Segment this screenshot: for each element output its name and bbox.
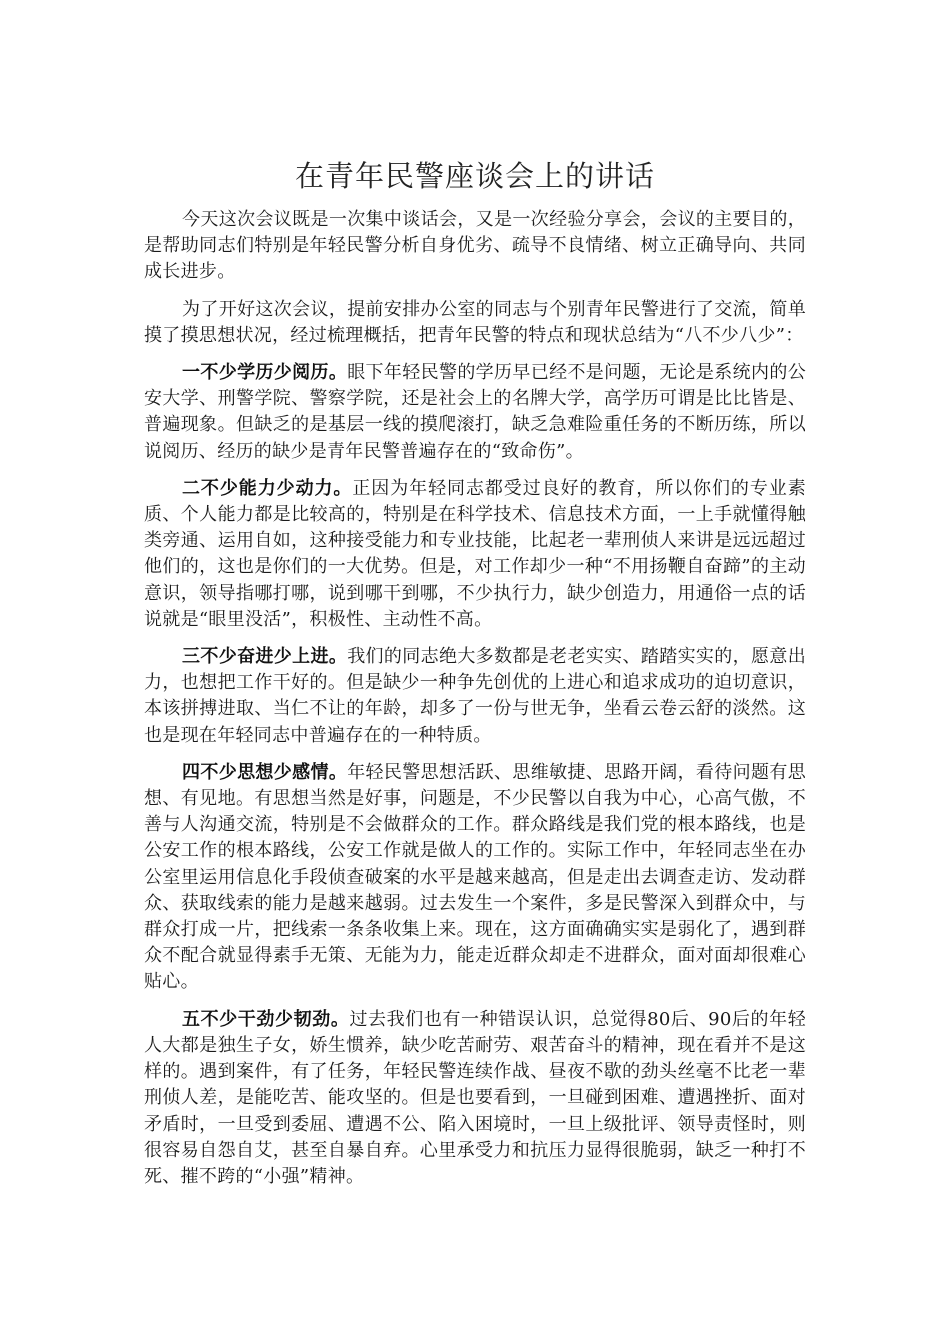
paragraph-heading: 一不少学历少阅历。 bbox=[182, 362, 348, 384]
paragraph-intro bbox=[144, 207, 806, 286]
paragraph-summary bbox=[144, 297, 806, 349]
paragraph-point-4 bbox=[144, 760, 806, 996]
paragraph-text: 今天这次会议既是一次集中谈话会，又是一次经验分享会，会议的主要目的，是帮助同志们特别是年轻民警分析自身优劣、疏导不良情绪、树立正确导向、共同成长进步。 bbox=[144, 209, 806, 283]
paragraph-text: 正因为年轻同志都受过良好的教育，所以你们的专业素质、个人能力都是比较高的，特别是在科学技术、信息技术方面，一上手就懂得触类旁通、运用自如，这种接受能力和专业技能，比起老一辈刑侦人来讲是远远超过他们的，这也是你们的一大优势。但是，对工作却少一种“不用扬鞭自奋蹄”的主动意识，领导指哪打哪，说到哪干到哪，不少执行力，缺少创造力，用通俗一点的话说就是“眼里没活”，积极性、主动性不高。 bbox=[144, 477, 806, 630]
document-title: 在青年民警座谈会上的讲话 bbox=[294, 159, 655, 193]
paragraph-heading: 三不少奋进少上进。 bbox=[182, 646, 348, 668]
paragraph-point-2 bbox=[144, 476, 806, 633]
document-body bbox=[144, 207, 806, 1201]
paragraph-point-1 bbox=[144, 360, 806, 465]
paragraph-heading: 二不少能力少动力。 bbox=[182, 477, 353, 499]
paragraph-text: 我们的同志绝大多数都是老老实实、踏踏实实的，愿意出力，也想把工作干好的。但是缺少一种争先创优的上进心和追求成功的迫切意识，本该拼搏进取、当仁不让的年龄，却多了一份与世无争，坐看云卷云舒的淡然。这也是现在年轻同志中普遍存在的一种特质。 bbox=[144, 646, 807, 746]
paragraph-text: 为了开好这次会议，提前安排办公室的同志与个别青年民警进行了交流，简单摸了摸思想状况，经过梳理概括，把青年民警的特点和现状总结为“八不少八少”： bbox=[144, 298, 806, 346]
paragraph-point-5 bbox=[144, 1007, 806, 1190]
paragraph-text: 眼下年轻民警的学历早已经不是问题，无论是系统内的公安大学、刑警学院、警察学院，还是社会上的名牌大学，高学历可谓是比比皆是、普遍现象。但缺乏的是基层一线的摸爬滚打，缺乏急难险重任务的不断历练，所以说阅历、经历的缺少是青年民警普遍存在的“致命伤”。 bbox=[144, 362, 807, 462]
paragraph-heading: 五不少干劲少韧劲。 bbox=[182, 1008, 350, 1030]
paragraph-text: 过去我们也有一种错误认识，总觉得80后、90后的年轻人大都是独生子女，娇生惯养，缺少吃苦耐劳、艰苦奋斗的精神，现在看并不是这样的。遇到案件，有了任务，年轻民警连续作战、昼夜不歇的劲头丝毫不比老一辈刑侦人差，是能吃苦、能攻坚的。但是也要看到，一旦碰到困难、遭遇挫折、面对矛盾时，一旦受到委屈、遭遇不公、陷入困境时，一旦上级批评、领导责怪时，则很容易自怨自艾，甚至自暴自弃。心里承受力和抗压力显得很脆弱，缺乏一种打不死、摧不跨的“小强”精神。 bbox=[144, 1008, 807, 1187]
paragraph-text: 年轻民警思想活跃、思维敏捷、思路开阔，看待问题有思想、有见地。有思想当然是好事，问题是，不少民警以自我为中心，心高气傲，不善与人沟通交流，特别是不会做群众的工作。群众路线是我们党的根本路线，也是公安工作的根本路线，公安工作就是做人的工作的。实际工作中，年轻同志坐在办公室里运用信息化手段侦查破案的水平是越来越高，但是走出去调查走访、发动群众、获取线索的能力是越来越弱。过去发生一个案件，多是民警深入到群众中，与群众打成一片，把线索一条条收集上来。现在，这方面确确实实是弱化了，遇到群众不配合就显得素手无策、无能为力，能走近群众却走不进群众，面对面却很难心贴心。 bbox=[144, 761, 807, 993]
paragraph-point-3 bbox=[144, 644, 806, 749]
paragraph-heading: 四不少思想少感情。 bbox=[182, 761, 348, 783]
